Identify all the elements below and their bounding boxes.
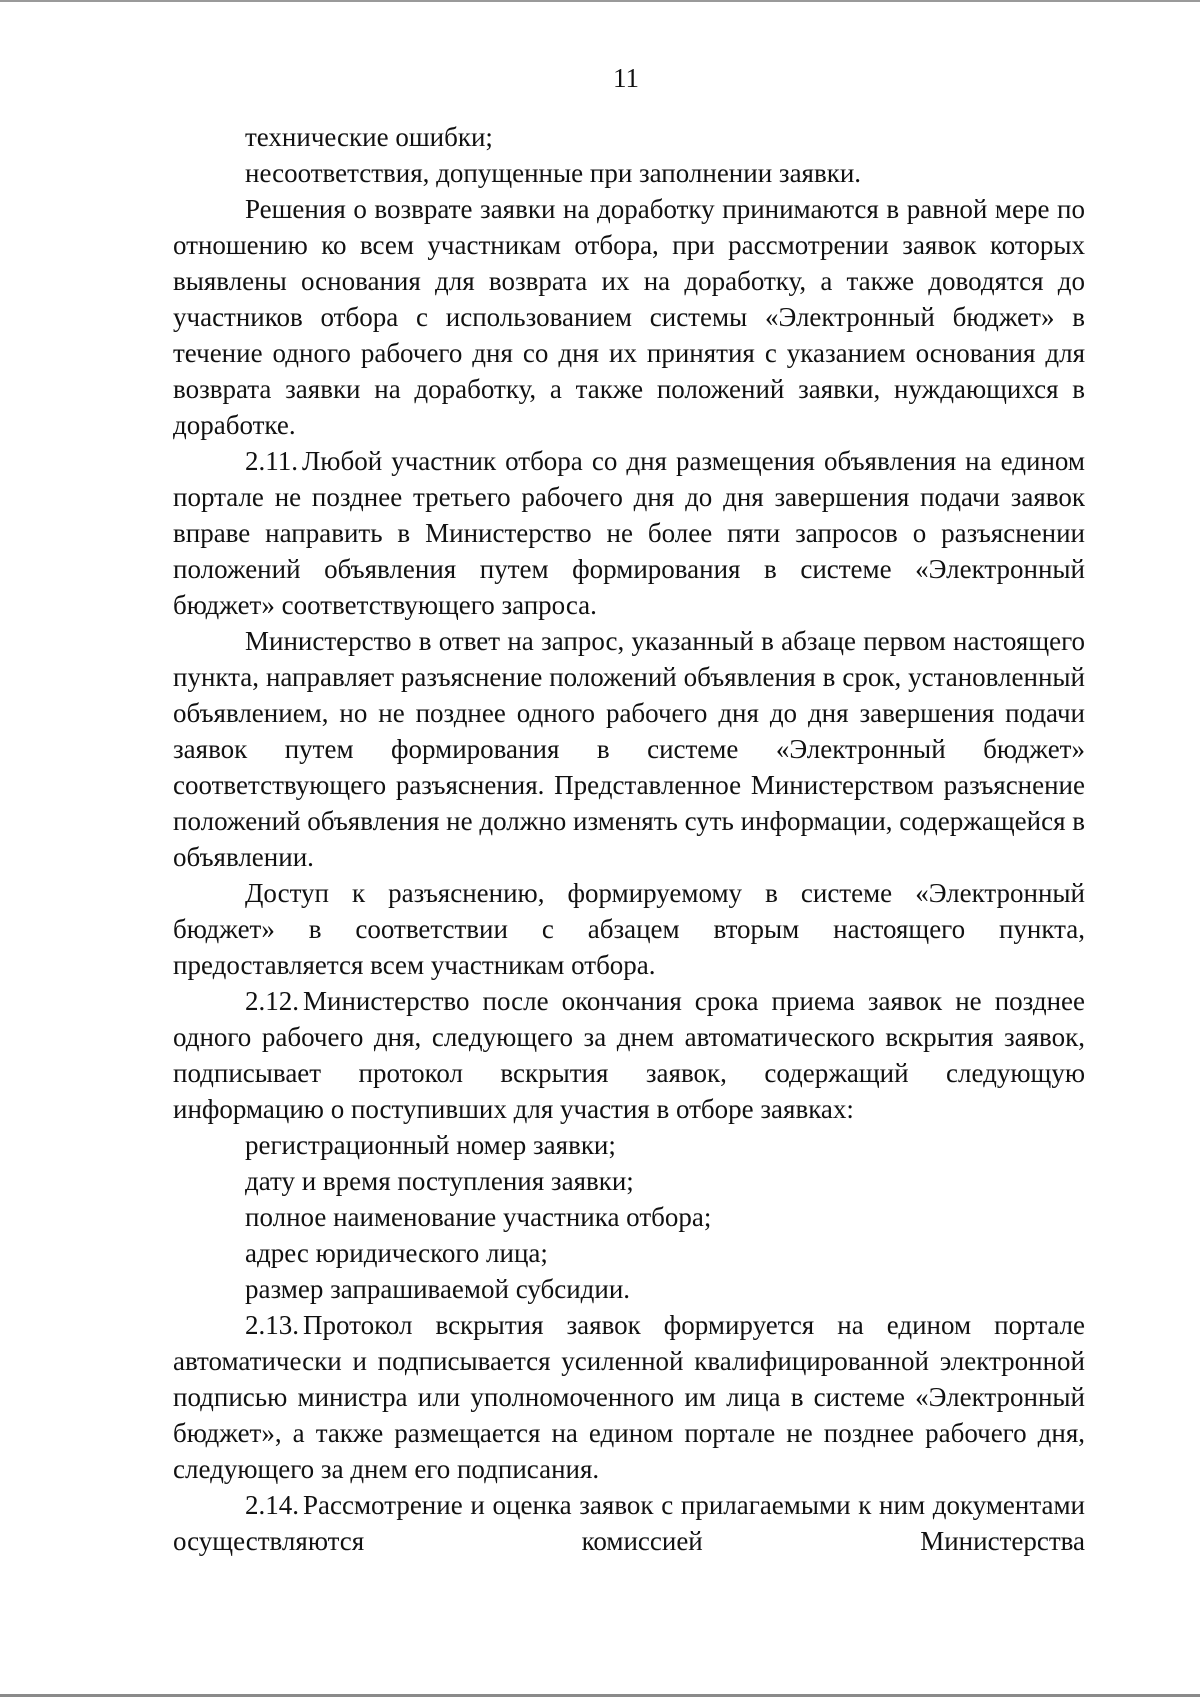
list-item-registration-number: регистрационный номер заявки; [245,1130,616,1160]
clause-number: 2.12. [245,986,299,1016]
list-item-date-time: дату и время поступления заявки; [245,1166,634,1196]
clause-number: 2.13. [245,1310,299,1340]
clause-text: Министерство после окончания срока приема заявок не позднее одного рабочего дня, следующего за днем автоматического вскрытия заявок, подписывает протокол вскрытия заявок, содержащий следующую информацию о поступивших для участия в отборе заявках: [173,986,1085,1124]
paragraph-2-12 [173,983,1085,1127]
document-body [173,119,1085,1559]
paragraph-2-11 [173,443,1085,623]
clause-text: Рассмотрение и оценка заявок с прилагаемыми к ним документами осуществляются комиссией Министерства [173,1490,1085,1556]
clause-text: Любой участник отбора со дня размещения объявления на едином портале не позднее третьего рабочего дня до дня завершения подачи заявок вправе направить в Министерство не более пяти запросов о разъяснении положений объявления путем формирования в системе «Электронный бюджет» соответствующего запроса. [173,446,1085,620]
paragraph-ministry-response: Министерство в ответ на запрос, указанный в абзаце первом настоящего пункта, направляет разъяснение положений объявления в срок, установленный объявлением, но не позднее одного рабочего дня до дня завершения подачи заявок путем формирования в системе «Электронный бюджет» соответствующего разъяснения. Представленное Министерством разъяснение положений объявления не должно изменять суть информации, содержащейся в объявлении. [173,626,1085,872]
paragraph-2-13 [173,1307,1085,1487]
clause-text: Протокол вскрытия заявок формируется на едином портале автоматически и подписывается усиленной квалифицированной электронной подписью министра или уполномоченного им лица в системе «Электронный бюджет», а также размещается на едином портале не позднее рабочего дня, следующего за днем его подписания. [173,1310,1085,1484]
list-item-inconsistencies: несоответствия, допущенные при заполнении заявки. [245,158,862,188]
list-item-subsidy-amount: размер запрашиваемой субсидии. [245,1274,631,1304]
clause-number: 2.11. [245,446,298,476]
paragraph-return-decisions: Решения о возврате заявки на доработку принимаются в равной мере по отношению ко всем участникам отбора, при рассмотрении заявок которых выявлены основания для возврата их на доработку, а также доводятся до участников отбора с использованием системы «Электронный бюджет» в течение одного рабочего дня со дня их принятия с указанием основания для возврата заявки на доработку, а также положений заявки, нуждающихся в доработке. [173,194,1085,440]
scan-edge-top [0,0,1200,2]
list-item-full-name: полное наименование участника отбора; [245,1202,712,1232]
paragraph-2-14 [173,1487,1085,1559]
page-number: 11 [613,63,639,93]
list-item-technical-errors: технические ошибки; [245,122,493,152]
clause-number: 2.14. [245,1490,299,1520]
list-item-legal-address: адрес юридического лица; [245,1238,548,1268]
paragraph-access-clarification: Доступ к разъяснению, формируемому в системе «Электронный бюджет» в соответствии с абзацем вторым настоящего пункта, предоставляется всем участникам отбора. [173,878,1085,980]
